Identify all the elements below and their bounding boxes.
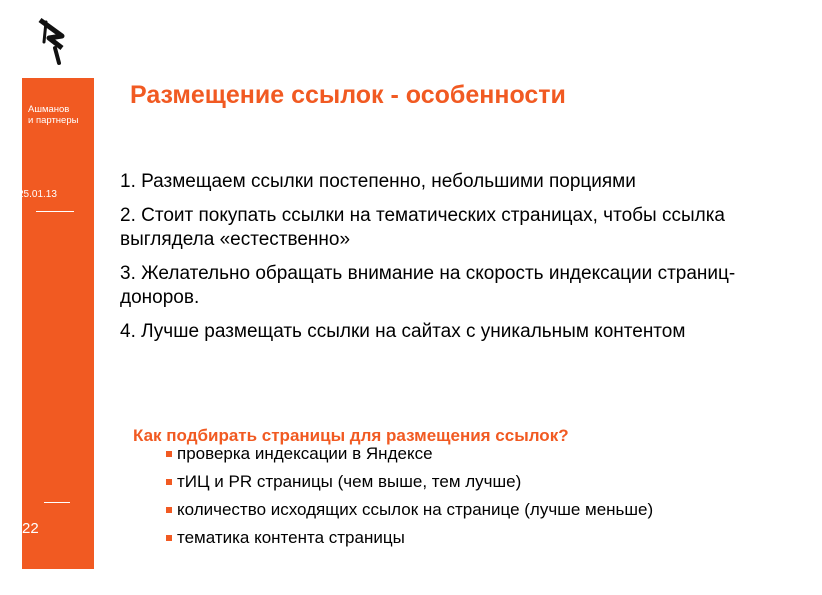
bullet-icon xyxy=(166,535,172,541)
criteria-text: тематика контента страницы xyxy=(177,528,405,547)
point-4: 4. Лучше размещать ссылки на сайтах с уникальным контентом xyxy=(120,321,686,342)
sidebar xyxy=(0,0,94,595)
slide-date: 25.01.13 xyxy=(18,189,57,200)
date-divider xyxy=(36,211,74,212)
brand-name xyxy=(28,104,78,126)
point-2: 2. Стоит покупать ссылки на тематических страницах, чтобы ссылка выглядела «естественно» xyxy=(120,205,725,250)
selection-criteria xyxy=(166,443,686,548)
selection-subheading: Как подбирать страницы для размещения ссылок? xyxy=(133,426,569,446)
page-number-divider xyxy=(44,502,70,503)
criteria-item xyxy=(166,499,686,520)
sidebar-band xyxy=(22,78,94,569)
brand-line-1: Ашманов xyxy=(28,104,70,115)
bullet-icon xyxy=(166,507,172,513)
brand-line-2: и партнеры xyxy=(28,115,79,126)
criteria-item xyxy=(166,527,686,548)
page-number: 22 xyxy=(22,520,39,537)
criteria-text: тИЦ и PR страницы (чем выше, тем лучше) xyxy=(177,472,522,491)
point-3: 3. Желательно обращать внимание на скорость индексации страниц-доноров. xyxy=(120,263,736,308)
criteria-text: проверка индексации в Яндексе xyxy=(177,444,433,463)
criteria-item xyxy=(166,471,686,492)
logo-icon xyxy=(38,18,72,66)
point-1: 1. Размещаем ссылки постепенно, небольшими порциями xyxy=(120,171,636,192)
main-points xyxy=(120,170,800,344)
criteria-text: количество исходящих ссылок на странице (лучше меньше) xyxy=(177,500,654,519)
criteria-item xyxy=(166,443,686,464)
bullet-icon xyxy=(166,479,172,485)
slide-title: Размещение ссылок - особенности xyxy=(130,81,566,109)
bullet-icon xyxy=(166,451,172,457)
